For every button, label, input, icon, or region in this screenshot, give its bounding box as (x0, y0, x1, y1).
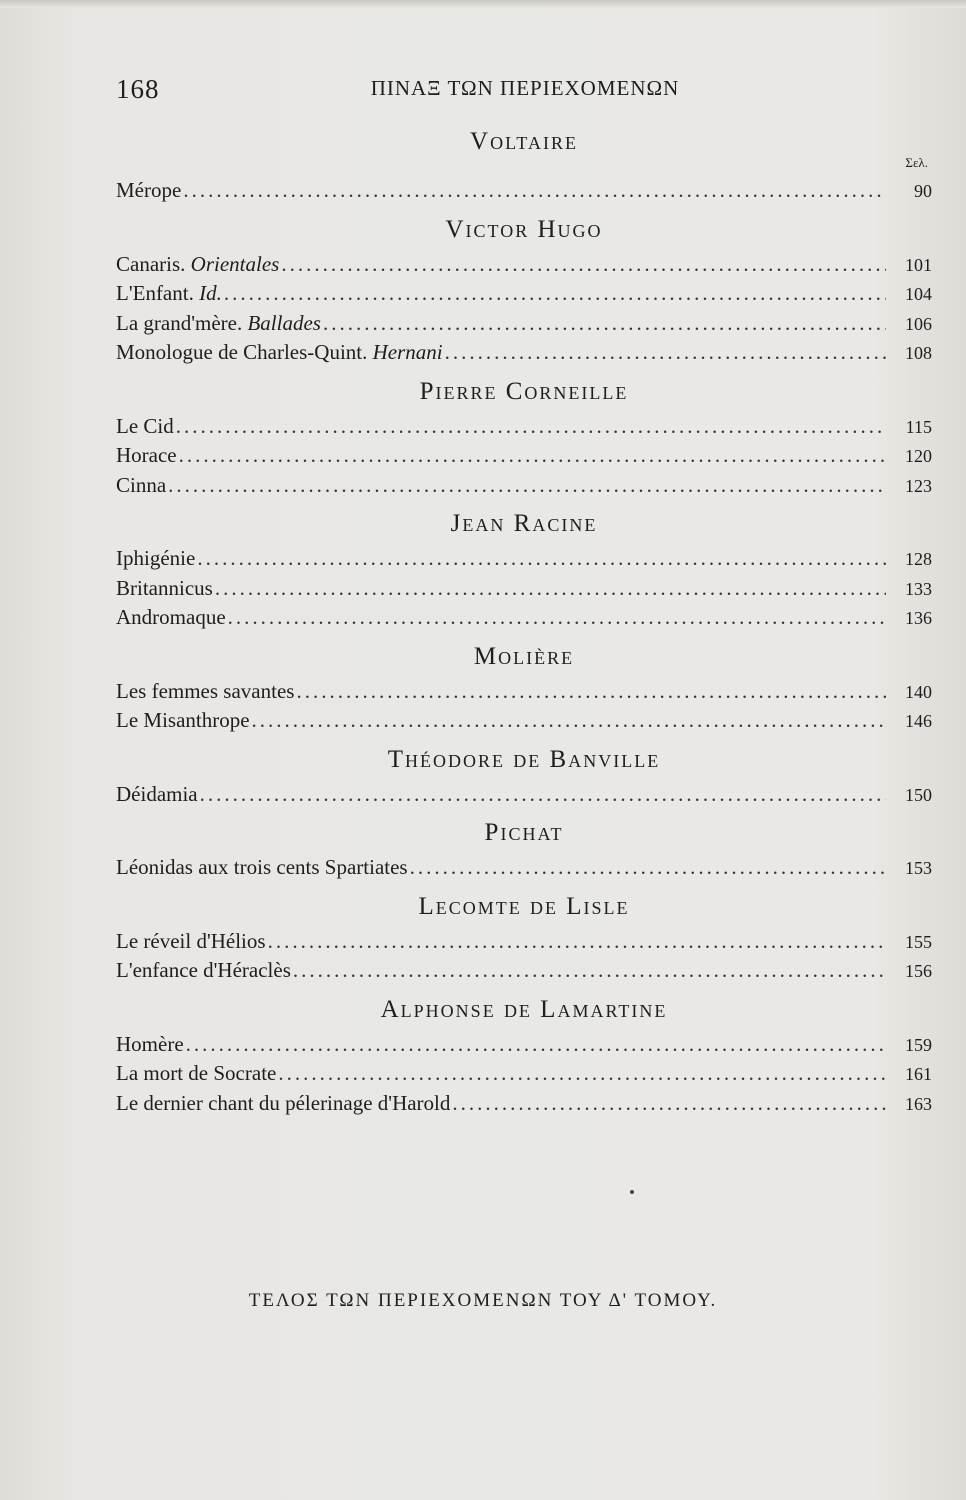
dot-leader (296, 677, 886, 707)
entry-page-number: 123 (905, 475, 932, 496)
entry-title-text: Monologue de Charles-Quint. (116, 340, 373, 364)
toc-entry (116, 1089, 932, 1119)
entry-page-number: 140 (905, 681, 932, 702)
dot-leader (168, 471, 886, 501)
dot-leader (186, 1030, 886, 1060)
toc-section (116, 637, 932, 736)
author-heading: Alphonse de Lamartine (380, 995, 668, 1023)
entry-title (116, 927, 266, 957)
toc-entry (116, 176, 932, 206)
entry-title-text: Le Misanthrope (116, 708, 250, 732)
toc-section (116, 372, 932, 501)
entry-title-text: Cinna (116, 472, 167, 497)
entry-page-number: 106 (905, 313, 932, 334)
entry-page-number: 136 (905, 608, 932, 628)
entry-page-number: 120 (905, 446, 932, 466)
entry-page-number: 159 (905, 1034, 932, 1055)
table-of-contents (116, 122, 932, 1118)
toc-entry (116, 574, 932, 604)
author-heading: Pierre Corneille (419, 377, 629, 405)
entry-title-text: La grand'mère. (116, 310, 248, 335)
toc-entry (116, 471, 932, 501)
dot-leader (176, 412, 886, 442)
dot-leader (179, 441, 886, 471)
entry-source-italic: Hernani (372, 340, 443, 364)
toc-entry (116, 1059, 932, 1089)
toc-entry (116, 412, 932, 442)
entry-title-text: Le dernier chant du pélerinage d'Harold (116, 1090, 451, 1115)
toc-entry (116, 603, 932, 633)
entry-title-text: L'Enfant. (116, 281, 200, 305)
toc-section (116, 740, 932, 810)
entry-page-number: 104 (905, 284, 932, 304)
page-header (116, 70, 934, 110)
entry-title (116, 250, 279, 280)
dot-leader (215, 574, 886, 604)
dot-leader (183, 176, 886, 206)
entry-title (116, 956, 291, 986)
entry-title-text: Britannicus (116, 575, 213, 600)
dot-leader (445, 338, 886, 368)
dot-leader (197, 544, 886, 574)
entry-title (116, 706, 250, 736)
toc-entry (116, 250, 932, 280)
entry-title (116, 441, 177, 471)
entry-title-text: Mérope (116, 178, 182, 202)
entry-title (116, 1089, 450, 1119)
toc-section (116, 990, 932, 1119)
dot-leader (228, 603, 886, 633)
toc-entry (116, 544, 932, 574)
entry-title (116, 176, 181, 206)
dot-leader (278, 1059, 886, 1089)
column-label-spacer (116, 162, 932, 176)
entry-page-number: 108 (905, 343, 932, 363)
entry-page-number: 155 (905, 931, 932, 952)
entry-title (116, 853, 408, 883)
entry-title-text: La mort de Socrate (116, 1061, 277, 1085)
toc-entry (116, 1030, 932, 1060)
entry-title-text: Canaris. (116, 251, 191, 276)
entry-title-text: Déidamia (116, 781, 198, 806)
entry-page-number: 146 (905, 711, 932, 731)
entry-title-text: Le Cid (116, 413, 174, 438)
author-heading: Lecomte de Lisle (418, 892, 630, 920)
entry-title (116, 338, 443, 368)
entry-title (116, 544, 195, 574)
entry-page-number: 101 (905, 254, 932, 275)
toc-section (116, 210, 932, 368)
entry-source-italic: Id. (199, 281, 222, 305)
author-heading: Victor Hugo (445, 215, 603, 243)
entry-title (116, 412, 174, 442)
author-heading: Voltaire (470, 128, 578, 155)
toc-entry (116, 309, 932, 339)
entry-title-text: Homère (116, 1031, 184, 1056)
running-title: ΠΙΝΑΞ ΤΩΝ ΠΕΡΙΕΧΟΜΕΝΩΝ (370, 76, 680, 100)
toc-section (116, 887, 932, 986)
entry-page-number: 90 (914, 181, 932, 201)
toc-entry (116, 706, 932, 736)
author-heading: Jean Racine (450, 510, 598, 537)
entry-title-text: Le réveil d'Hélios (116, 928, 266, 953)
toc-entry (116, 279, 932, 309)
entry-title (116, 574, 213, 604)
author-heading: Théodore de Banville (387, 745, 661, 773)
ink-mark (630, 1190, 634, 1194)
entry-page-number: 115 (905, 416, 932, 437)
toc-section (116, 813, 932, 883)
entry-title-text: Horace (116, 443, 177, 467)
entry-title (116, 677, 294, 707)
author-heading: Molière (473, 642, 575, 670)
toc-entry (116, 441, 932, 471)
dot-leader (323, 309, 886, 339)
toc-entry (116, 956, 932, 986)
entry-page-number: 150 (905, 784, 932, 805)
dot-leader (293, 956, 886, 986)
entry-page-number: 161 (905, 1064, 932, 1084)
dot-leader (281, 250, 886, 280)
entry-page-number: 153 (905, 858, 932, 878)
dot-leader (200, 780, 886, 810)
entry-title-text: Les femmes savantes (116, 678, 295, 703)
toc-section (116, 504, 932, 633)
dot-leader (410, 853, 886, 883)
entry-title (116, 1059, 276, 1089)
page-column-label: Σελ. (905, 155, 928, 170)
entry-title (116, 279, 222, 309)
entry-page-number: 133 (905, 578, 932, 599)
author-heading: Pichat (484, 819, 564, 846)
toc-entry (116, 927, 932, 957)
entry-title-text: Léonidas aux trois cents Spartiates (116, 855, 408, 879)
page-top-edge (0, 0, 966, 8)
toc-section (116, 122, 932, 206)
toc-entry (116, 338, 932, 368)
entry-title (116, 309, 321, 339)
entry-title (116, 1030, 184, 1060)
page-number: 168 (116, 74, 160, 104)
entry-source-italic: Ballades (247, 310, 321, 335)
end-of-contents-line: ΤΕΛΟΣ ΤΩΝ ΠΕΡΙΕΧΟΜΕΝΩΝ ΤΟΥ Δ' ΤΟΜΟΥ. (248, 1290, 718, 1311)
toc-entry (116, 780, 932, 810)
dot-leader (268, 927, 886, 957)
toc-entry (116, 677, 932, 707)
dot-leader (452, 1089, 886, 1119)
entry-title-text: Iphigénie (116, 546, 196, 570)
dot-leader (224, 279, 886, 309)
entry-source-italic: Orientales (190, 251, 280, 276)
entry-page-number: 163 (905, 1093, 932, 1114)
dot-leader (252, 706, 886, 736)
entry-title-text: Andromaque (116, 605, 226, 629)
entry-title (116, 471, 166, 501)
entry-page-number: 156 (905, 961, 932, 981)
toc-entry (116, 853, 932, 883)
entry-title-text: L'enfance d'Héraclès (116, 958, 291, 982)
entry-title (116, 780, 198, 810)
entry-title (116, 603, 226, 633)
entry-page-number: 128 (905, 549, 932, 569)
